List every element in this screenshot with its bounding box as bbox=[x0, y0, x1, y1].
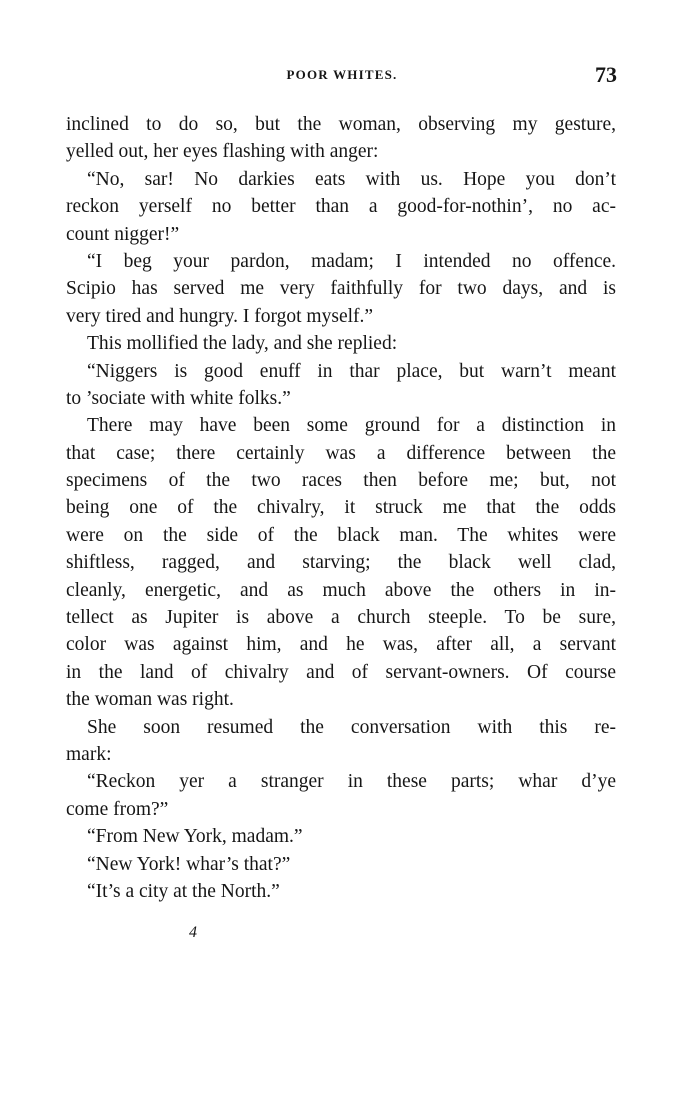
text-line: reckon yerself no better than a good-for-nothin’, no ac- bbox=[66, 196, 616, 218]
text-line: being one of the chivalry, it struck me that the odds bbox=[66, 497, 616, 519]
text-line: Scipio has served me very faithfully for two days, and is bbox=[66, 278, 616, 300]
body-text bbox=[66, 111, 616, 905]
text-line: “Reckon yer a stranger in these parts; whar d’ye bbox=[87, 771, 616, 793]
running-head bbox=[64, 60, 620, 92]
text-line: This mollified the lady, and she replied: bbox=[87, 333, 398, 355]
text-line: very tired and hungry. I forgot myself.” bbox=[66, 305, 374, 327]
text-line: She soon resumed the conversation with this re- bbox=[87, 716, 616, 738]
text-line: “It’s a city at the North.” bbox=[87, 880, 280, 902]
text-line: count nigger!” bbox=[66, 223, 180, 245]
text-line: the woman was right. bbox=[66, 689, 234, 711]
text-line: “Niggers is good enuff in thar place, but warn’t meant bbox=[87, 360, 616, 382]
text-line: There may have been some ground for a distinction in bbox=[87, 415, 616, 437]
running-title: POOR WHITES. bbox=[286, 67, 398, 82]
text-line: to ’sociate with white folks.” bbox=[66, 387, 291, 409]
text-line: tellect as Jupiter is above a church steeple. To be sure, bbox=[66, 607, 616, 629]
text-line: “No, sar! No darkies eats with us. Hope you don’t bbox=[87, 168, 616, 190]
text-line: come from?” bbox=[66, 798, 169, 820]
text-line: that case; there certainly was a difference between the bbox=[66, 442, 616, 464]
text-line: color was against him, and he was, after all, a servant bbox=[66, 634, 616, 656]
text-line: inclined to do so, but the woman, observing my gesture, bbox=[66, 114, 616, 135]
text-line: “I beg your pardon, madam; I intended no offence. bbox=[87, 250, 616, 272]
text-line: were on the side of the black man. The whites were bbox=[66, 524, 616, 546]
text-line: mark: bbox=[66, 743, 112, 765]
text-line: yelled out, her eyes flashing with anger: bbox=[66, 141, 379, 163]
text-line: in the land of chivalry and of servant-owners. Of course bbox=[66, 661, 616, 683]
text-line: cleanly, energetic, and as much above the others in in- bbox=[66, 579, 616, 601]
text-line: “New York! whar’s that?” bbox=[87, 853, 291, 875]
text-line: specimens of the two races then before me; but, not bbox=[66, 470, 616, 492]
signature-mark: 4 bbox=[189, 924, 197, 941]
page-number: 73 bbox=[595, 62, 617, 87]
text-line: shiftless, ragged, and starving; the black well clad, bbox=[66, 552, 616, 574]
text-line: “From New York, madam.” bbox=[87, 826, 303, 848]
